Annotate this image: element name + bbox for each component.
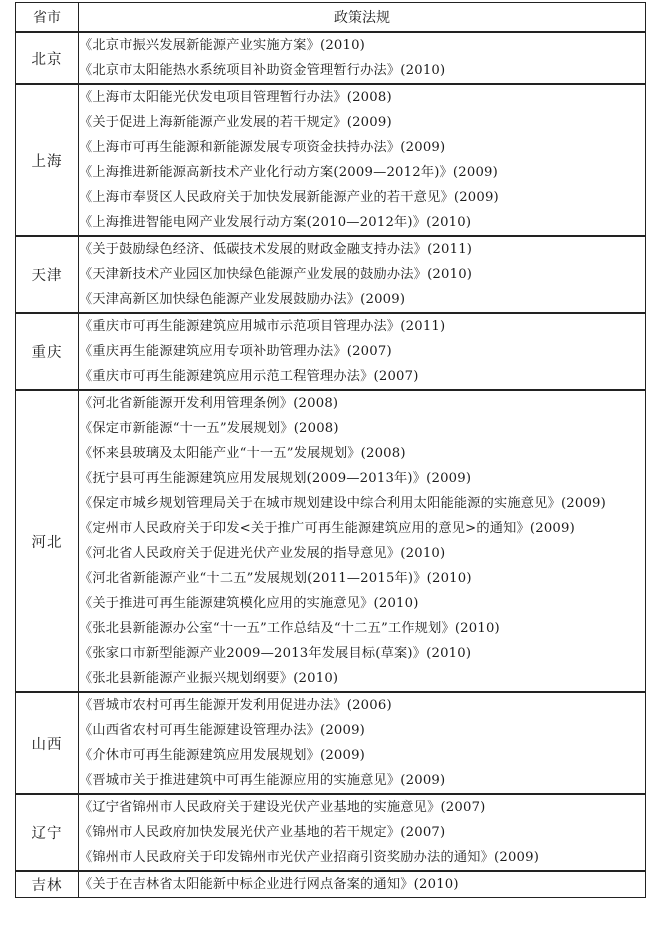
policy-item: 《介休市可再生能源建筑应用发展规划》(2009): [79, 748, 366, 763]
policy-item: 《关于在吉林省太阳能新中标企业进行网点备案的通知》(2010): [79, 877, 459, 892]
table-row: [16, 871, 646, 898]
policy-item: 《北京市太阳能热水系统项目补助资金管理暂行办法》(2010): [79, 63, 446, 78]
province-cell: 上海: [16, 84, 79, 236]
policy-list-cell: [79, 794, 646, 871]
header-policy: 政策法规: [79, 3, 646, 33]
policy-item: 《北京市振兴发展新能源产业实施方案》(2010): [79, 38, 366, 53]
policy-item: 《锦州市人民政府加快发展光伏产业基地的若干规定》(2007): [79, 825, 446, 840]
header-row: [16, 3, 646, 33]
province-cell: 河北: [16, 390, 79, 692]
policy-item: 《天津高新区加快绿色能源产业发展鼓励办法》(2009): [79, 292, 406, 307]
policy-item: 《上海推进新能源高新技术产业化行动方案(2009—2012年)》(2009): [79, 165, 498, 180]
province-cell: 重庆: [16, 313, 79, 390]
table-row: [16, 692, 646, 794]
policy-item: 《上海推进智能电网产业发展行动方案(2010—2012年)》(2010): [79, 215, 472, 230]
policy-list-cell: [79, 313, 646, 390]
policy-item: 《抚宁县可再生能源建筑应用发展规划(2009—2013年)》(2009): [79, 471, 472, 486]
policy-item: 《重庆市可再生能源建筑应用城市示范项目管理办法》(2011): [79, 319, 446, 334]
policy-item: 《天津新技术产业园区加快绿色能源产业发展的鼓励办法》(2010): [79, 267, 473, 282]
policy-list-cell: [79, 84, 646, 236]
policy-item: 《关于推进可再生能源建筑模化应用的实施意见》(2010): [79, 596, 419, 611]
policy-item: 《重庆再生能源建筑应用专项补助管理办法》(2007): [79, 344, 392, 359]
policy-item: 《山西省农村可再生能源建设管理办法》(2009): [79, 723, 366, 738]
policy-item: 《张北县新能源产业振兴规划纲要》(2010): [79, 671, 339, 686]
table-row: [16, 794, 646, 871]
table-body: [16, 32, 646, 898]
policy-item: 《锦州市人民政府关于印发锦州市光伏产业招商引资奖励办法的通知》(2009): [79, 850, 540, 865]
policy-item: 《怀来县玻璃及太阳能产业“十一五”发展规划》(2008): [79, 446, 406, 461]
province-cell: 北京: [16, 32, 79, 84]
table-row: [16, 32, 646, 84]
table-row: [16, 313, 646, 390]
policy-item: 《晋城市关于推进建筑中可再生能源应用的实施意见》(2009): [79, 773, 446, 788]
policy-item: 《保定市新能源“十一五”发展规划》(2008): [79, 421, 339, 436]
policy-item: 《重庆市可再生能源建筑应用示范工程管理办法》(2007): [79, 369, 419, 384]
table-row: [16, 84, 646, 236]
province-cell: 辽宁: [16, 794, 79, 871]
policy-item: 《关于鼓励绿色经济、低碳技术发展的财政金融支持办法》(2011): [79, 242, 473, 257]
policy-item: 《河北省新能源开发利用管理条例》(2008): [79, 396, 339, 411]
policy-item: 《河北省人民政府关于促进光伏产业发展的指导意见》(2010): [79, 546, 446, 561]
table-row: [16, 236, 646, 313]
policy-item: 《张家口市新型能源产业2009—2013年发展目标(草案)》(2010): [79, 646, 472, 661]
policy-list-cell: [79, 390, 646, 692]
policy-table: [15, 2, 646, 898]
policy-item: 《河北省新能源产业“十二五”发展规划(2011—2015年)》(2010): [79, 571, 472, 586]
policy-item: 《张北县新能源办公室“十一五”工作总结及“十二五”工作规划》(2010): [79, 621, 500, 636]
policy-list-cell: [79, 236, 646, 313]
province-cell: 吉林: [16, 871, 79, 898]
policy-list-cell: [79, 32, 646, 84]
policy-item: 《上海市奉贤区人民政府关于加快发展新能源产业的若干意见》(2009): [79, 190, 499, 205]
policy-item: 《晋城市农村可再生能源开发利用促进办法》(2006): [79, 698, 392, 713]
province-cell: 天津: [16, 236, 79, 313]
policy-list-cell: [79, 692, 646, 794]
policy-item: 《保定市城乡规划管理局关于在城市规划建设中综合利用太阳能能源的实施意见》(2009): [79, 496, 606, 511]
policy-item: 《上海市太阳能光伏发电项目管理暂行办法》(2008): [79, 90, 392, 105]
header-province: 省市: [16, 3, 79, 33]
policy-item: 《辽宁省锦州市人民政府关于建设光伏产业基地的实施意见》(2007): [79, 800, 486, 815]
policy-item: 《定州市人民政府关于印发<关于推广可再生能源建筑应用的意见>的通知》(2009): [79, 521, 575, 536]
policy-list-cell: [79, 871, 646, 898]
policy-item: 《关于促进上海新能源产业发展的若干规定》(2009): [79, 115, 392, 130]
table-row: [16, 390, 646, 692]
policy-item: 《上海市可再生能源和新能源发展专项资金扶持办法》(2009): [79, 140, 446, 155]
province-cell: 山西: [16, 692, 79, 794]
